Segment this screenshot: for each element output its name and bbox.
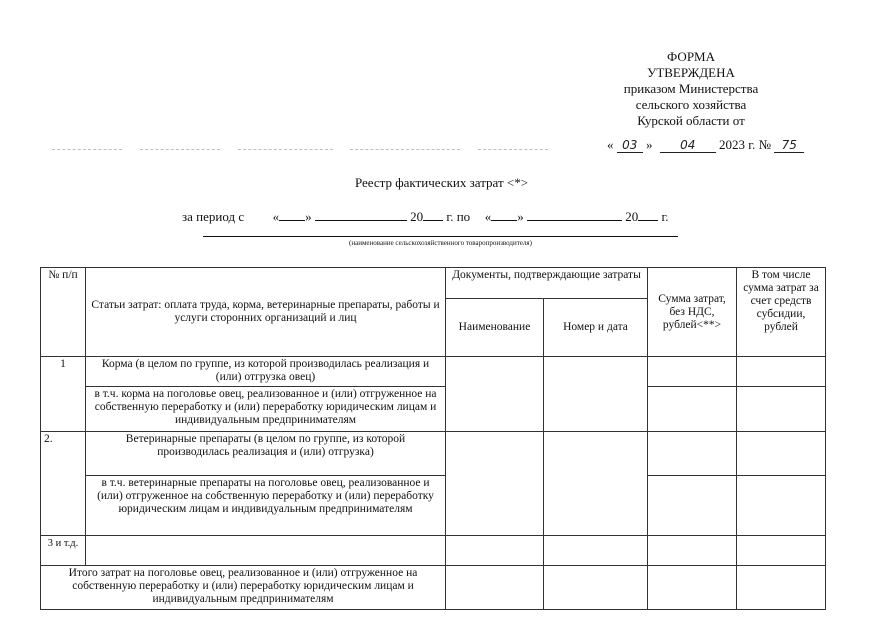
- total-subsidy-cell: [737, 566, 826, 610]
- period-end-month-blank: [527, 208, 622, 221]
- row3-subsidy-cell: [737, 536, 826, 566]
- header-documents: Документы, подтверждающие затраты: [446, 268, 648, 299]
- cost-register-table: [40, 267, 826, 610]
- period-end-label: г.: [661, 209, 669, 224]
- header-number: № п/п: [41, 268, 86, 357]
- order-day: 03: [617, 139, 643, 153]
- header-subsidy: В том числе сумма затрат за счет средств субсидии, рублей: [737, 268, 826, 357]
- row1-subsidy-cell: [737, 357, 826, 387]
- row1a-subsidy-cell: [737, 387, 826, 432]
- order-month: 04: [660, 139, 716, 153]
- row1-sum-cell: [648, 357, 737, 387]
- faint-dashes: [478, 149, 548, 150]
- header-line-order: приказом Министерства: [623, 81, 759, 96]
- header-line-region: Курской области от: [637, 113, 745, 128]
- period-start-year-prefix: 20: [410, 209, 424, 224]
- row2-sum-cell: [648, 432, 737, 476]
- form-approval-header: [591, 49, 791, 129]
- order-year-number-label: 2023 г. №: [719, 137, 772, 152]
- period-end-day-blank: [491, 208, 517, 221]
- row2a-subsidy-cell: [737, 476, 826, 536]
- order-number: 75: [774, 139, 804, 153]
- period-to-label: г. по: [446, 209, 471, 224]
- producer-name-caption: (наименование сельскохозяйственного товаропроизводителя): [349, 239, 532, 247]
- faint-dashes: [238, 149, 333, 150]
- header-doc-number-date: Номер и дата: [544, 299, 648, 357]
- period-prefix: за период с: [182, 209, 245, 224]
- row2-doc-number-cell: [544, 432, 648, 536]
- header-line-ministry: сельского хозяйства: [635, 97, 747, 112]
- row1a-text: в т.ч. корма на поголовье овец, реализованное и (или) отгруженное на собственную переработку и (или) переработку юридическим лицам и индивидуальным предпринимателям: [86, 387, 446, 432]
- period-end-quote-open: «: [484, 209, 492, 224]
- row3-sum-cell: [648, 536, 737, 566]
- row3-doc-name-cell: [446, 536, 544, 566]
- row2-number: 2.: [41, 432, 86, 536]
- faint-dashes: [52, 149, 122, 150]
- header-line-form: ФОРМА: [667, 49, 715, 64]
- row2a-text: в т.ч. ветеринарные препараты на поголовье овец, реализованное и (или) отгруженное на собственную переработку и (или) переработку юридическим лицам и индивидуальным предпринимателям: [86, 476, 446, 536]
- document-title: Реестр фактических затрат <*>: [354, 175, 529, 190]
- period-start-quote-open: «: [272, 209, 280, 224]
- row3-text-cell: [86, 536, 446, 566]
- total-sum-cell: [648, 566, 737, 610]
- total-doc-name-cell: [446, 566, 544, 610]
- period-start-month-blank: [315, 208, 407, 221]
- faint-dashes: [140, 149, 220, 150]
- period-start-day-blank: [279, 208, 305, 221]
- header-cost-items: Статьи затрат: оплата труда, корма, ветеринарные препараты, работы и услуги сторонних организаций и лиц: [86, 268, 446, 357]
- row2-doc-name-cell: [446, 432, 544, 536]
- header-sum: Сумма затрат, без НДС, рублей<**>: [648, 268, 737, 357]
- row3-number: 3 и т.д.: [41, 536, 86, 566]
- total-doc-number-cell: [544, 566, 648, 610]
- row1-doc-number-cell: [544, 357, 648, 432]
- period-end-quote-close: »: [517, 209, 524, 224]
- header-line-approved: УТВЕРЖДЕНА: [647, 65, 735, 80]
- row1-doc-name-cell: [446, 357, 544, 432]
- producer-name-line: [203, 236, 678, 237]
- period-end-year-blank: [638, 208, 658, 221]
- date-quote-close: »: [646, 137, 653, 152]
- period-line: [182, 208, 669, 225]
- row1-number: 1: [41, 357, 86, 432]
- date-quote-open: «: [607, 137, 614, 152]
- row2-subsidy-cell: [737, 432, 826, 476]
- row3-doc-number-cell: [544, 536, 648, 566]
- period-end-year-prefix: 20: [625, 209, 639, 224]
- row2a-sum-cell: [648, 476, 737, 536]
- order-date-line: [607, 137, 804, 153]
- row1-text: Корма (в целом по группе, из которой производилась реализация и (или) отгрузка овец): [86, 357, 446, 387]
- row1a-sum-cell: [648, 387, 737, 432]
- row2-text: Ветеринарные препараты (в целом по группе, из которой производилась реализация и (или) отгрузка): [86, 432, 446, 476]
- faint-dashes: [350, 149, 460, 150]
- period-start-year-blank: [423, 208, 443, 221]
- total-row-text: Итого затрат на поголовье овец, реализованное и (или) отгруженное на собственную переработку и (или) переработку юридическим лицам и индивидуальным предпринимателям: [41, 566, 446, 610]
- period-start-quote-close: »: [305, 209, 312, 224]
- header-doc-name: Наименование: [446, 299, 544, 357]
